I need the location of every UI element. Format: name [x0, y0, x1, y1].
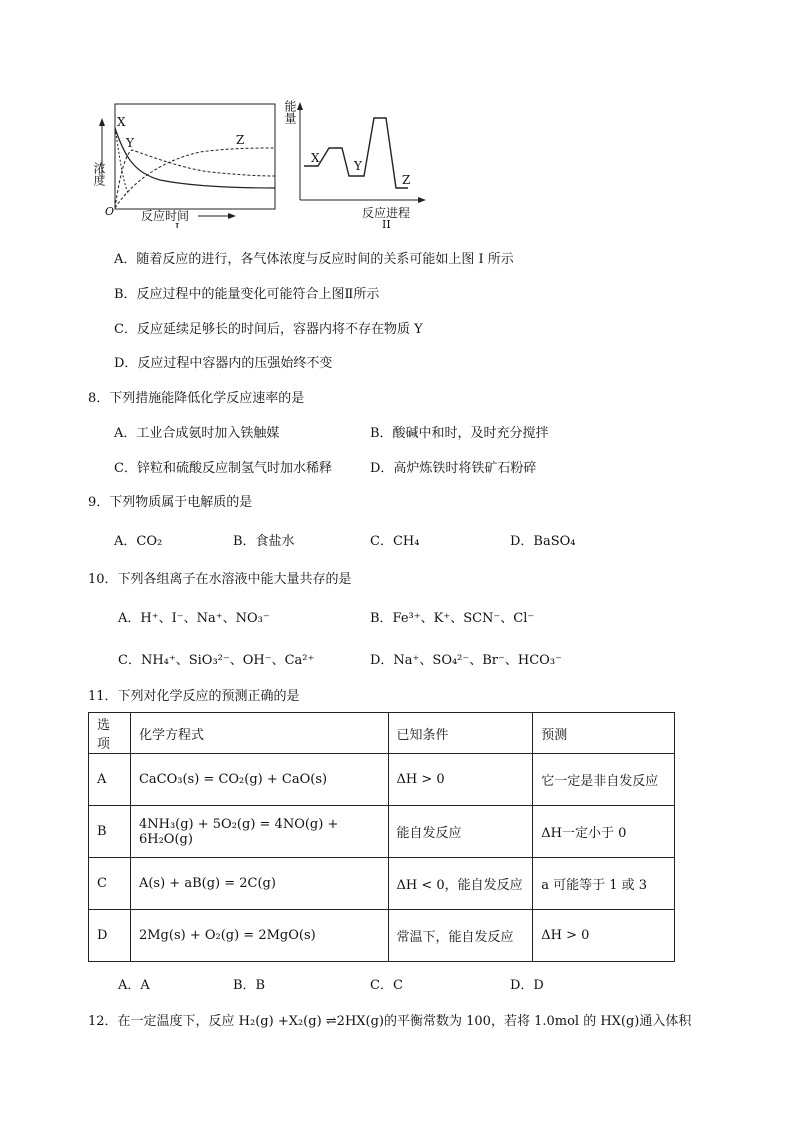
- fig1-origin: O: [105, 205, 115, 218]
- q8-option-d: D．高炉炼铁时将铁矿石粉碎: [370, 461, 537, 476]
- q8-option-a: A．工业合成氨时加入铁触媒: [114, 426, 280, 441]
- q12-stem: 12．在一定温度下，反应 H₂(g) +X₂(g) ⇌2HX(g)的平衡常数为 100，若将 1.0mol 的 HX(g)通入体积: [88, 1014, 692, 1029]
- table-cell: C: [89, 858, 131, 910]
- q11-answer-a: A．A: [118, 978, 150, 993]
- fig2-caption: II: [382, 218, 391, 228]
- table-row: [89, 858, 675, 910]
- q9-option-b: B．食盐水: [233, 534, 295, 549]
- table-cell: 2Mg(s) + O₂(g) = 2MgO(s): [130, 910, 388, 962]
- fig1-label-y: Y: [126, 136, 134, 150]
- q11-answer-b: B．B: [233, 978, 266, 993]
- q10-option-c: C．NH₄⁺、SiO₃²⁻、OH⁻、Ca²⁺: [118, 653, 315, 668]
- table-row: [89, 806, 675, 858]
- fig2-label-y: Y: [354, 159, 362, 173]
- q9-option-c: C．CH₄: [370, 534, 420, 549]
- table-cell: 能自发反应: [388, 806, 533, 858]
- figure-2-energy-profile: [282, 96, 432, 232]
- q7-option-b: B．反应过程中的能量变化可能符合上图Ⅱ所示: [114, 287, 380, 302]
- q11-answer-d: D．D: [510, 978, 544, 993]
- table-cell: A(s) + aB(g) = 2C(g): [130, 858, 388, 910]
- table-cell: ΔH一定小于 0: [533, 806, 675, 858]
- table-cell: 常温下，能自发反应: [388, 910, 533, 962]
- table-cell: A: [89, 754, 131, 806]
- table-cell: 4NH₃(g) + 5O₂(g) = 4NO(g) + 6H₂O(g): [130, 806, 388, 858]
- table-row: [89, 754, 675, 806]
- fig2-label-z: Z: [402, 173, 411, 187]
- q9-option-a: A．CO₂: [114, 534, 163, 549]
- q10-option-a: A．H⁺、I⁻、Na⁺、NO₃⁻: [118, 611, 270, 626]
- q9-stem: 9．下列物质属于电解质的是: [88, 495, 253, 510]
- q9-option-d: D．BaSO₄: [510, 534, 576, 549]
- q8-stem: 8．下列措施能降低化学反应速率的是: [88, 391, 305, 406]
- table-row: [89, 910, 675, 962]
- figure-1-concentration-time: [90, 98, 280, 232]
- table-cell: ΔH > 0: [533, 910, 675, 962]
- table-header-cell: 已知条件: [388, 713, 533, 754]
- table-cell: ΔH > 0: [388, 754, 533, 806]
- fig1-ylabel: 浓度: [92, 162, 106, 186]
- q10-stem: 10．下列各组离子在水溶液中能大量共存的是: [88, 572, 352, 587]
- table-cell: ΔH < 0，能自发反应: [388, 858, 533, 910]
- table-cell: B: [89, 806, 131, 858]
- table-header-row: [89, 713, 675, 754]
- table-header-cell: 化学方程式: [130, 713, 388, 754]
- q10-option-d: D．Na⁺、SO₄²⁻、Br⁻、HCO₃⁻: [370, 653, 562, 668]
- fig1-caption: I: [175, 221, 180, 228]
- q7-option-a: A．随着反应的进行，各气体浓度与反应时间的关系可能如上图 I 所示: [114, 252, 514, 267]
- fig2-ylabel: 能量: [283, 100, 297, 124]
- q7-option-c: C．反应延续足够长的时间后，容器内将不存在物质 Y: [114, 322, 423, 337]
- table-cell: 它一定是非自发反应: [533, 754, 675, 806]
- fig1-xlabel: 反应时间: [141, 209, 190, 223]
- table-cell: CaCO₃(s) = CO₂(g) + CaO(s): [130, 754, 388, 806]
- q8-option-c: C．锌粒和硫酸反应制氢气时加水稀释: [114, 461, 332, 476]
- q11-answer-c: C．C: [370, 978, 403, 993]
- q8-option-b: B．酸碱中和时，及时充分搅拌: [370, 426, 549, 441]
- q11-stem: 11．下列对化学反应的预测正确的是: [88, 689, 300, 704]
- q7-option-d: D．反应过程中容器内的压强始终不变: [114, 356, 333, 371]
- fig2-label-x: X: [311, 151, 320, 165]
- table-cell: a 可能等于 1 或 3: [533, 858, 675, 910]
- table-header-cell: 预测: [533, 713, 675, 754]
- fig1-label-z: Z: [236, 133, 245, 147]
- fig1-label-x: X: [117, 115, 126, 129]
- q11-prediction-table: [88, 712, 675, 962]
- q10-option-b: B．Fe³⁺、K⁺、SCN⁻、Cl⁻: [370, 611, 535, 626]
- table-header-cell: 选项: [89, 713, 131, 754]
- table-cell: D: [89, 910, 131, 962]
- fig2-xlabel: 反应进程: [362, 206, 411, 220]
